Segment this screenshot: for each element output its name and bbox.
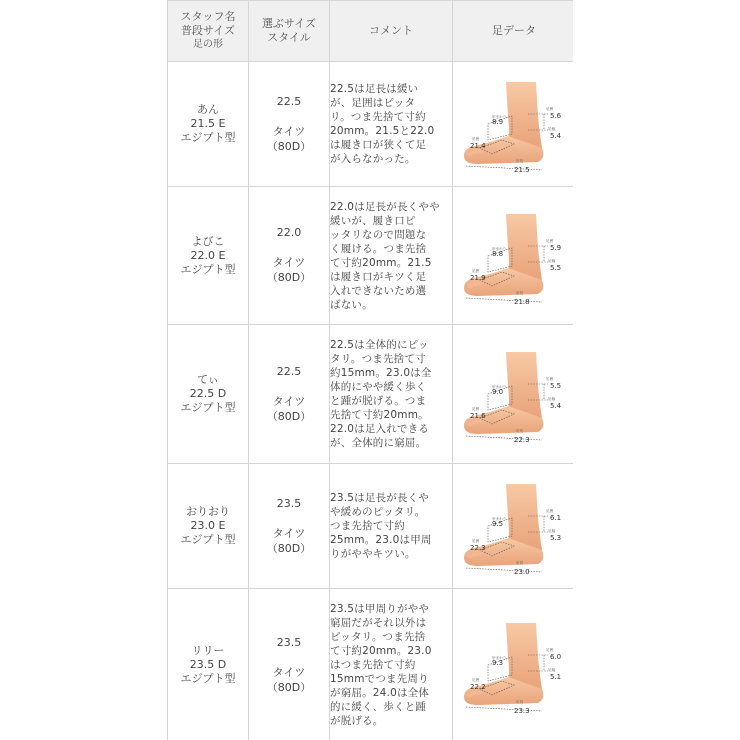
foot-label-height: 足囲: [546, 107, 554, 111]
foot-value-a: 8.9: [492, 118, 504, 126]
comment-line: 25mm。23.0は甲周: [330, 534, 432, 546]
length-measure-line: [466, 298, 542, 302]
staff-cell: [168, 187, 249, 325]
style-line-1: タイツ: [272, 665, 306, 679]
table-row: [168, 325, 574, 464]
style-line-1: タイツ: [272, 124, 306, 138]
foot-value-c: 5.4: [550, 402, 562, 410]
foot-diagram: [458, 206, 570, 306]
foot-diagram: [458, 615, 570, 715]
header-comment: コメント: [330, 1, 453, 62]
comment-line: と踵が脱げる。つま: [330, 395, 427, 407]
foot-label-length: 足長: [516, 159, 524, 163]
foot-label-ball: 足囲: [472, 407, 480, 411]
comment-line: は履き口がキツく足: [330, 270, 427, 283]
comment-line: ばない。: [330, 298, 373, 311]
foot-shape: エジプト型: [180, 131, 236, 144]
style-line-1: タイツ: [272, 526, 306, 540]
chosen-size: 22.5: [276, 364, 302, 378]
table-header-row: [168, 1, 574, 62]
foot-label-instep: 甲まわり: [492, 656, 507, 660]
foot-label-instep: 甲まわり: [492, 246, 507, 251]
usual-size: 22.5 D: [189, 387, 227, 400]
comment-line: 20mm。21.5と22.0: [330, 125, 435, 137]
staff-cell: [168, 325, 249, 464]
style-line-2: （80D）: [266, 409, 312, 423]
foot-data-cell: [453, 187, 574, 325]
staff-cell: [168, 464, 249, 589]
comment-line: 体的にやや緩く歩く: [330, 381, 427, 393]
foot-data-cell: [453, 325, 574, 464]
style-line-1: タイツ: [272, 256, 306, 269]
foot-value-d: 21.6: [470, 412, 486, 420]
length-measure-line: [466, 568, 542, 572]
comment-line: 15mmでつま先周り: [330, 673, 429, 685]
staff-cell: [168, 589, 249, 740]
comment-cell: [330, 589, 453, 740]
foot-value-d: 21.9: [470, 273, 486, 282]
foot-data-cell: [453, 464, 574, 589]
chosen-size: 22.5: [276, 94, 302, 108]
comment-line: 22.5は足長は緩い: [330, 83, 419, 95]
style-line-2: （80D）: [266, 680, 312, 694]
foot-label-instep: 甲まわり: [492, 385, 507, 389]
table-row: [168, 589, 574, 740]
foot-label-width: 足幅: [548, 397, 556, 401]
staff-name: あん: [197, 103, 219, 116]
foot-label-height: 足囲: [546, 648, 554, 652]
foot-value-b: 5.9: [550, 243, 562, 252]
foot-value-d: 22.3: [470, 544, 486, 552]
foot-diagram: [458, 476, 570, 576]
foot-shape: エジプト型: [180, 533, 236, 546]
staff-name: てぃ: [197, 373, 219, 386]
staff-name: おりおり: [186, 505, 230, 518]
foot-label-length: 足長: [516, 429, 524, 433]
comment-line: 的に緩く、歩くと踵: [330, 701, 427, 713]
style-line-1: タイツ: [272, 394, 306, 408]
staff-name: リリー: [191, 644, 225, 657]
foot-data-cell: [453, 62, 574, 187]
foot-label-height: 足囲: [546, 377, 554, 381]
comment-line: が窮屈。24.0は全体: [330, 687, 430, 699]
comment-cell: [330, 464, 453, 589]
foot-value-e: 22.3: [514, 436, 530, 444]
foot-value-a: 8.8: [492, 249, 504, 258]
foot-label-length: 足長: [516, 700, 524, 704]
foot-value-c: 5.3: [550, 534, 562, 542]
comment-line: 22.0は足長が長くやや: [330, 200, 440, 213]
usual-size: 23.0 E: [190, 519, 226, 532]
comment-line: りがややキツい。: [330, 548, 416, 560]
foot-value-b: 5.5: [550, 382, 562, 390]
usual-size: 21.5 E: [190, 117, 226, 130]
foot-shape: エジプト型: [180, 262, 236, 276]
chosen-size: 23.5: [276, 635, 302, 649]
table-row: [168, 464, 574, 589]
foot-label-length: 足長: [516, 290, 524, 295]
comment-cell: [330, 62, 453, 187]
foot-label-width: 足幅: [548, 529, 556, 533]
comment-line: リ。つま先捨て寸約: [330, 111, 426, 123]
comment-line: ッタリなので問題な: [330, 228, 427, 241]
foot-label-height: 足囲: [546, 238, 554, 243]
comment-line: 23.5は甲周りがやや: [330, 603, 430, 615]
staff-cell: [168, 62, 249, 187]
comment-line: や緩めのピッタリ。: [330, 506, 426, 518]
style-cell: [249, 589, 330, 740]
chosen-size: 22.0: [276, 226, 302, 239]
style-line-2: （80D）: [266, 139, 312, 153]
foot-value-b: 6.1: [550, 514, 562, 522]
comment-cell: [330, 325, 453, 464]
length-measure-line: [466, 436, 542, 440]
comment-cell: [330, 187, 453, 325]
foot-value-c: 5.4: [550, 132, 562, 140]
comment-line: て寸約20mm。21.5: [330, 256, 432, 269]
foot-label-height: 足囲: [546, 509, 554, 513]
header-staff: スタッフ名 普段サイズ 足の形: [168, 1, 249, 62]
style-cell: [249, 62, 330, 187]
foot-value-e: 21.5: [514, 166, 530, 174]
comment-line: が、全体的に窮屈。: [330, 437, 427, 449]
comment-line: はつま先捨て寸約: [330, 659, 416, 671]
style-line-2: （80D）: [266, 541, 312, 555]
foot-value-c: 5.5: [550, 263, 562, 272]
length-measure-line: [466, 166, 542, 170]
foot-label-ball: 足囲: [472, 137, 480, 141]
size-comparison-table: [167, 0, 573, 740]
foot-shape: エジプト型: [180, 672, 236, 685]
foot-value-d: 22.2: [470, 683, 486, 691]
foot-label-instep: 甲まわり: [492, 115, 507, 119]
comment-line: が入らなかった。: [330, 153, 416, 165]
foot-value-c: 5.1: [550, 673, 562, 681]
foot-value-a: 9.5: [492, 520, 504, 528]
foot-label-length: 足長: [516, 561, 524, 565]
comment-line: 約15mm。23.0は全: [330, 367, 432, 379]
chosen-size: 23.5: [276, 496, 302, 510]
usual-size: 23.5 D: [189, 658, 227, 671]
comment-line: 先捨て寸約20mm。: [330, 409, 429, 421]
style-cell: [249, 464, 330, 589]
comment-line: 窮屈だがそれ以外は: [330, 617, 427, 629]
comment-line: が、足囲はピッタ: [330, 97, 416, 109]
header-foot-data: 足データ: [453, 1, 574, 62]
comment-line: 緩いが、履き口ピ: [330, 214, 416, 227]
foot-value-e: 21.8: [514, 297, 530, 306]
length-measure-line: [466, 707, 542, 711]
style-cell: [249, 187, 330, 325]
header-style: 選ぶサイズ スタイル: [249, 1, 330, 62]
comment-line: が脱げる。: [330, 715, 384, 727]
table-row: [168, 187, 574, 325]
staff-name: よびこ: [191, 234, 225, 248]
foot-value-e: 23.0: [514, 568, 530, 576]
foot-label-width: 足幅: [548, 668, 556, 672]
usual-size: 22.0 E: [190, 248, 226, 262]
foot-label-instep: 甲まわり: [492, 517, 507, 521]
foot-value-b: 6.0: [550, 653, 562, 661]
comment-line: タリ。つま先捨て寸: [330, 353, 426, 365]
foot-value-b: 5.6: [550, 112, 562, 120]
comment-line: ピッタリ。つま先捨: [330, 631, 426, 643]
foot-diagram: [458, 74, 570, 174]
foot-value-e: 23.3: [514, 707, 530, 715]
comment-line: 22.5は全体的にピッ: [330, 339, 429, 351]
foot-label-ball: 足囲: [472, 268, 480, 273]
table-row: [168, 62, 574, 187]
foot-diagram: [458, 344, 570, 444]
comment-line: は履き口が狭くて足: [330, 139, 427, 151]
foot-value-a: 9.0: [492, 388, 504, 396]
foot-shape: エジプト型: [180, 401, 236, 414]
comment-line: て寸約20mm。23.0: [330, 645, 432, 657]
comment-line: 22.0は足入れできる: [330, 423, 430, 435]
comment-line: 入れできないため選: [330, 284, 427, 297]
foot-label-ball: 足囲: [472, 678, 480, 682]
style-cell: [249, 325, 330, 464]
foot-value-a: 9.3: [492, 659, 504, 667]
comment-line: く履ける。つま先捨: [330, 242, 427, 255]
foot-label-width: 足幅: [548, 258, 556, 263]
foot-value-d: 21.4: [470, 142, 486, 150]
foot-label-width: 足幅: [548, 127, 556, 131]
comment-line: つま先捨て寸約: [330, 520, 405, 532]
foot-label-ball: 足囲: [472, 539, 480, 543]
comment-line: 23.5は足長が長くや: [330, 492, 430, 504]
style-line-2: （80D）: [266, 271, 312, 284]
foot-data-cell: [453, 589, 574, 740]
size-table-container: [167, 0, 573, 740]
